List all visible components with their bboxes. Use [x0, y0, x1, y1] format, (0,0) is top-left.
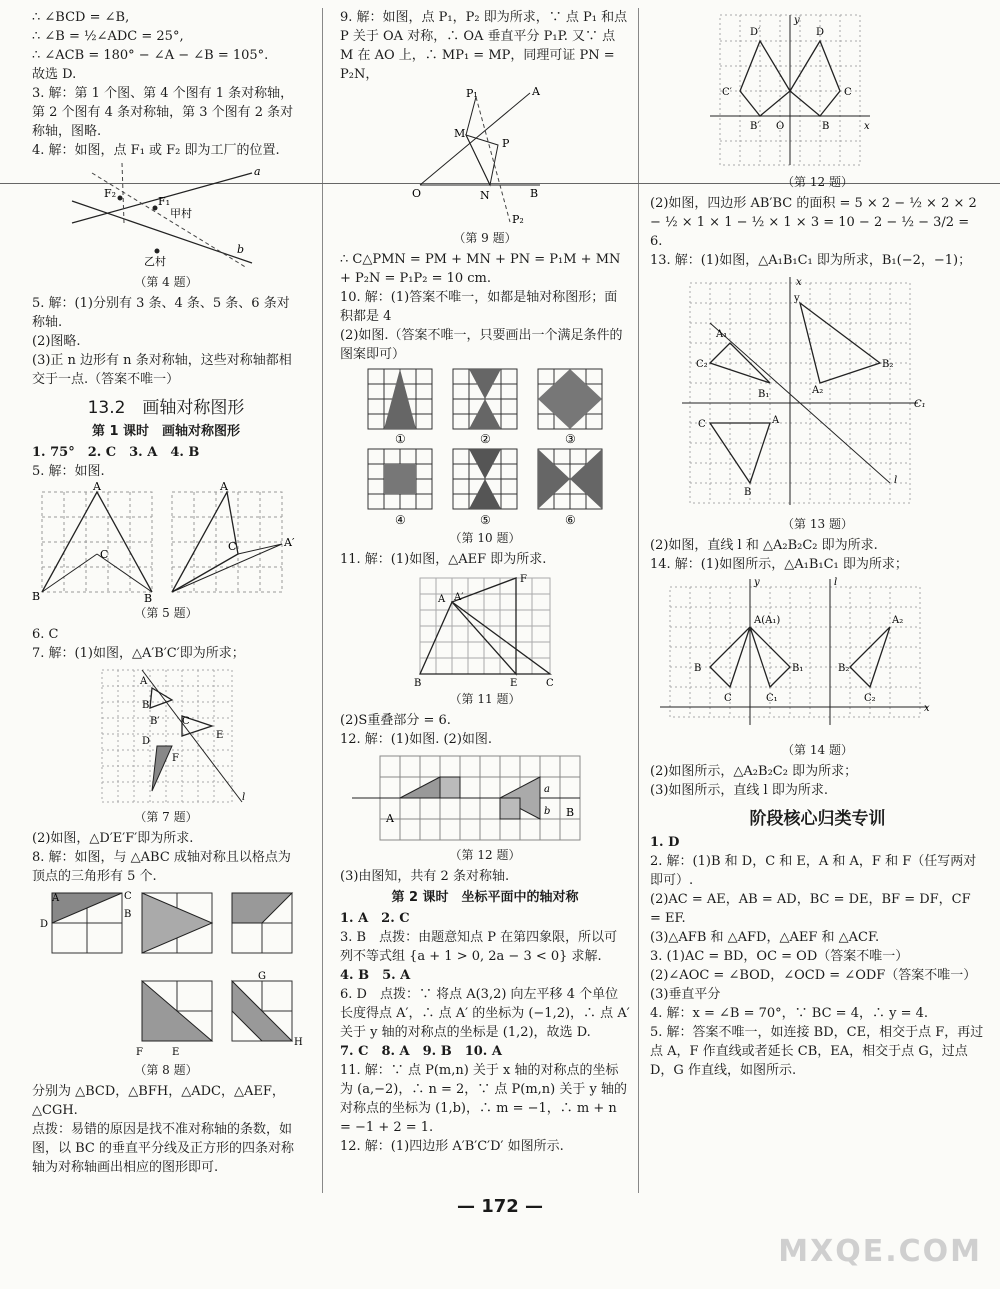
fig-label: A₂ [812, 385, 824, 396]
text-line: ∴ ∠B = ½∠ADC = 25°, [32, 29, 184, 44]
fig-label: l [894, 475, 898, 486]
column-middle [340, 8, 630, 1156]
fig4-label: 乙村 [144, 255, 166, 268]
q11-answer: 11. 解：(1)如图，△AEF 即为所求. [340, 552, 547, 567]
fig-label: B [694, 663, 702, 674]
fig-label: C₂ [696, 359, 708, 370]
fig8-label: C [124, 891, 132, 902]
caption: （第 9 题） [453, 231, 517, 245]
s3b-answer: (2)∠AOC = ∠BOD，∠OCD = ∠ODF（答案不唯一） [650, 968, 977, 983]
caption: （第 5 题） [134, 606, 198, 620]
fig-label: C [698, 419, 706, 430]
caption: （第 11 题） [449, 692, 521, 706]
fig12-label: b [544, 806, 551, 817]
s2c-answer: (3)△AFB 和 △AFD，△AEF 和 △ACF. [650, 930, 880, 945]
fig7-label: D [142, 736, 151, 747]
q13-answer: 13. 解：(1)如图，△A₁B₁C₁ 即为所求，B₁(−2，−1)； [650, 253, 972, 268]
lesson-title: 第 2 课时 坐标平面中的轴对称 [391, 890, 579, 905]
q12-answer: 12. 解：(1)如图. (2)如图. [340, 732, 493, 747]
s5-answer: 5. 解：答案不唯一，如连接 BD，CE，相交于点 F，再过点 A，F 作直线或者延长 CB，EA，相交于点 G，过点 D，G 作直线，如图所示. [650, 1025, 984, 1078]
caption: （第 10 题） [449, 531, 521, 545]
fig9-label: B [530, 187, 539, 200]
fig10-label: ③ [565, 432, 576, 446]
q11b-answer: (2)S重叠部分 = 6. [340, 713, 451, 728]
fig8-label: B [124, 909, 132, 920]
column-right [650, 8, 985, 1080]
fig-label: B [822, 121, 830, 132]
fig-label: C [844, 87, 852, 98]
fig7-label: C [182, 716, 190, 727]
q7-answer: 7. 解：(1)如图，△A′B′C′即为所求； [32, 646, 245, 661]
q12b-answer: (2)如图，四边形 AB′BC 的面积 = 5 × 2 − ½ × 2 × 2 − ½ × 1 × 1 − ½ × 1 × 3 = 10 − 2 − ½ − 3/2 = 6. [650, 196, 977, 249]
caption: （第 4 题） [134, 275, 198, 289]
figure-q11 [340, 572, 630, 688]
q14b-answer: (2)如图所示，△A₂B₂C₂ 即为所求； [650, 764, 858, 779]
fig11-label: A′ [454, 592, 464, 603]
fig5-label: C [100, 548, 109, 561]
fig-label: B₁ [792, 663, 804, 674]
figure-q4 [32, 163, 300, 271]
fig10-label: ⑥ [565, 513, 576, 527]
answers: 7. C 8. A 9. B 10. A [340, 1044, 502, 1059]
fig8-label: A [52, 893, 60, 904]
fig5-label: B [32, 590, 41, 603]
q5-answer: (3)正 n 边形有 n 条对称轴，这些对称轴都相交于一点.（答案不唯一） [32, 353, 292, 387]
fig-label: y [794, 15, 800, 26]
q5-answer: (2)图略. [32, 334, 81, 349]
caption: （第 12 题） [449, 848, 521, 862]
q3-answer: 3. 解：第 1 个图、第 4 个图有 1 条对称轴，第 2 个图有 4 条对称轴，第 3 个图有 2 条对称轴，图略. [32, 86, 294, 139]
fig5-label: A [93, 480, 101, 493]
caption: （第 13 题） [782, 517, 853, 531]
s1-answer: 1. D [650, 835, 680, 850]
fig4-label: F₁ [158, 195, 171, 208]
fig4-label: F₂ [104, 187, 117, 200]
fig7-label: l [242, 792, 246, 803]
answers: 1. 75° 2. C 3. A 4. B [32, 445, 200, 460]
fig7-label: A [140, 676, 148, 687]
fig5-label: C [228, 540, 237, 553]
fig-label: B₁ [758, 389, 770, 400]
fig11-label: C [546, 678, 554, 689]
text-line: ∴ ∠ACB = 180° − ∠A − ∠B = 105°. [32, 48, 269, 63]
q7b-answer: (2)如图，△D′E′F′即为所求. [32, 831, 194, 846]
fig12-label: a [544, 784, 550, 795]
answers: 1. A 2. C [340, 911, 410, 926]
q14-answer: 14. 解：(1)如图所示，△A₁B₁C₁ 即为所求； [650, 557, 908, 572]
s3c-answer: (3)垂直平分 [650, 987, 721, 1002]
fig4-label: 甲村 [170, 207, 192, 220]
fig-label: D [816, 27, 825, 38]
l2-q6: 6. D 点拨：∵ 将点 A(3,2) 向左平移 4 个单位长度得点 A′，∴ 点 A′ 的坐标为 (−1,2)，∴ 点 A′ 关于 y 轴的对称点的坐标是 (1,2)，故选 D. [340, 987, 630, 1040]
fig9-label: P [502, 137, 510, 150]
fig-label: C₁ [914, 399, 926, 410]
fig-label: y [794, 293, 800, 304]
fig-label: y [754, 577, 760, 588]
q10b-answer: (2)如图.（答案不唯一，只要画出一个满足条件的图案即可） [340, 328, 623, 362]
fig11-label: B [414, 678, 422, 689]
l2-q3: 3. B 点拨：由题意知点 P 在第四象限，所以可列不等式组 {a + 1 > 0, 2a − 3 < 0} 求解. [340, 930, 618, 964]
caption: （第 8 题） [134, 1063, 198, 1077]
fig5-label: A′ [284, 536, 295, 549]
answers: 4. B 5. A [340, 968, 411, 983]
fig-label: C₁ [766, 693, 778, 704]
fig11-label: F [520, 574, 527, 585]
fig-label: A [772, 415, 780, 426]
fig8-label: H [294, 1037, 303, 1048]
fig-label: x [864, 121, 870, 132]
l2-q11: 11. 解：∵ 点 P(m,n) 关于 x 轴的对称点的坐标为 (a,−2)，∴ n = 2，∵ 点 P(m,n) 关于 y 轴的对称点的坐标为 (1,b)，∴ m = −1，∴ m + n = −1 + 2 = 1. [340, 1063, 627, 1135]
s2b-answer: (2)AC = AE，AB = AD，BC = DE，BF = DF，CF = EF. [650, 892, 971, 926]
fig-label: B [744, 487, 752, 498]
column-left [32, 8, 303, 1177]
fig9-label: P₁ [466, 87, 478, 100]
fig9-label: P₂ [512, 213, 524, 226]
text-line: ∴ ∠BCD = ∠B, [32, 10, 130, 25]
fig9-label: M [454, 127, 466, 140]
lesson-title: 第 1 课时 画轴对称图形 [91, 424, 241, 439]
q6-answer: 6. C [32, 627, 59, 642]
section-title: 13.2 画轴对称图形 [87, 398, 245, 418]
fig8-label: D [40, 919, 49, 930]
fig10-label: ① [395, 432, 406, 446]
watermark-logo: MXQE.COM [778, 1234, 982, 1269]
fig-label: A₂ [892, 615, 904, 626]
fig9-label: O [412, 187, 422, 200]
fig10-label: ② [480, 432, 491, 446]
fig-label: x [796, 277, 802, 288]
q4-answer: 4. 解：如图，点 F₁ 或 F₂ 即为工厂的位置. [32, 143, 280, 158]
q12b-answer: (3)由图知，共有 2 条对称轴. [340, 869, 510, 884]
fig-label: B′ [750, 121, 760, 132]
page-number: — 172 — [456, 1196, 544, 1217]
figure-q14 [650, 577, 985, 739]
caption: （第 12 题） [782, 175, 853, 189]
fig7-label: E [216, 730, 224, 741]
fig7-label: B [142, 700, 150, 711]
q8b-answer: 分别为 △BCD，△BFH，△ADC，△AEF，△CGH. [32, 1084, 285, 1118]
caption: （第 14 题） [782, 743, 853, 757]
fig-label: B₂ [882, 359, 894, 370]
fig5-label: A [220, 480, 228, 493]
q10-answer: 10. 解：(1)答案不唯一，如都是轴对称图形；面积都是 4 [340, 290, 618, 324]
fig4-label: a [254, 165, 261, 178]
fig-label: D′ [750, 27, 761, 38]
fig7-label: F [172, 753, 179, 764]
fig12-label: B [566, 806, 575, 819]
fig-label: A₁ [716, 329, 728, 340]
s2-answer: 2. 解：(1)B 和 D，C 和 E，A 和 A，F 和 F（任写两对即可）. [650, 854, 977, 888]
caption: （第 7 题） [134, 810, 198, 824]
fig10-label: ④ [395, 513, 406, 527]
figure-q13 [650, 273, 985, 513]
fig12-label: A [386, 812, 394, 825]
fig9-label: N [480, 189, 490, 202]
figure-q5 [32, 480, 300, 605]
figure-q10 [340, 367, 630, 527]
q5b-answer: 5. 解：如图. [32, 464, 105, 479]
fig9-label: A [532, 85, 540, 98]
s3-answer: 3. (1)AC = BD，OC = OD（答案不唯一） [650, 949, 909, 964]
fig8-label: F [136, 1047, 143, 1058]
fig8-label: G [258, 971, 266, 982]
tip: 点拨：易错的原因是找不准对称轴的条数，如图，以 BC 的垂直平分线及正方形的四条对称轴为对称轴画出相应的图形即可. [32, 1122, 295, 1175]
figure-q7 [32, 666, 300, 806]
text-line: 故选 D. [32, 67, 77, 82]
fig-label: C₂ [864, 693, 876, 704]
fig-label: l [834, 577, 838, 588]
fig-label: B₂ [838, 663, 850, 674]
fig10-label: ⑤ [480, 513, 491, 527]
q13b-answer: (2)如图，直线 l 和 △A₂B₂C₂ 即为所求. [650, 538, 878, 553]
fig7-label: B′ [150, 716, 160, 727]
fig5-label: B [144, 592, 153, 605]
fig-label: C′ [722, 87, 732, 98]
q9-answer: 9. 解：如图，点 P₁，P₂ 即为所求，∵ 点 P₁ 和点 P 关于 OA 对称，∴ OA 垂直平分 P₁P. 又∵ 点 M 在 AO 上，∴ MP₁ = MP，同理可证 PN = P₂N， [340, 10, 628, 82]
fig11-label: E [510, 678, 518, 689]
fig-label: O [776, 121, 785, 132]
figure-q9 [340, 87, 630, 227]
fig8-label: E [172, 1047, 180, 1058]
l2-q12: 12. 解：(1)四边形 A′B′C′D′ 如图所示. [340, 1139, 564, 1154]
fig-label: C [724, 693, 732, 704]
fig-label: x [924, 703, 930, 714]
q9b-answer: ∴ C△PMN = PM + MN + PN = P₁M + MN + P₂N = P₁P₂ = 10 cm. [340, 252, 621, 286]
fig4-label: b [237, 243, 245, 256]
fig-label: A(A₁) [754, 615, 781, 626]
s4-answer: 4. 解：x = ∠B = 70°，∵ BC = 4，∴ y = 4. [650, 1006, 929, 1021]
q5-answer: 5. 解：(1)分别有 3 条、4 条、5 条、6 条对称轴. [32, 296, 290, 330]
figure-q8 [32, 889, 303, 1059]
figure-q12-coord [650, 11, 985, 171]
figure-q12-mid [340, 752, 630, 844]
section-title: 阶段核心归类专训 [749, 809, 886, 829]
q8-answer: 8. 解：如图，与 △ABC 成轴对称且以格点为顶点的三角形有 5 个. [32, 850, 291, 884]
fig11-label: A [438, 594, 446, 605]
q14c-answer: (3)如图所示，直线 l 即为所求. [650, 783, 828, 798]
